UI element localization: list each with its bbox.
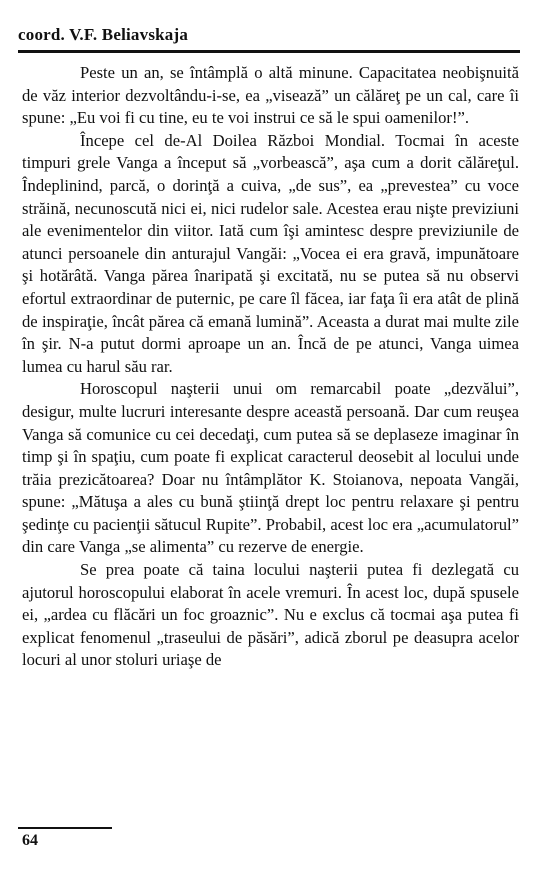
page-number: 64: [22, 832, 38, 849]
paragraph-2: Începe cel de-Al Doilea Război Mondial. Tocmai în aceste timpuri grele Vanga a început să „vorbească”, aşa cum a dorit călăreţul. Îndeplinind, parcă, o dorinţă a cuiva, „de sus”, ea „prevestea” cu voce străină, necunoscută nici ei, nici rudelor sale. Acestea erau nişte previziuni ale evenimentelor din viitor. Iată cum îşi amintesc despre previziunile de atunci persoanele din anturajul Vangăi: „Vocea ei era gravă, impunătoare şi hotărâtă. Vanga părea înaripată şi excitată, nu se putea să nu observi efortul extraordinar de puternic, pe care îl făcea, iar faţa îi era atât de plină de inspiraţie, încât părea că emană lumină”. Aceasta a durat mai multe zile în şir. N-a putut dormi aproape un an. Încă de pe atunci, Vanga uimea lumea cu harul său rar.: [22, 130, 519, 376]
footer-rule: [18, 827, 112, 829]
paragraph-4: Se prea poate că taina locului naşterii putea fi dezlegată cu ajutorul horoscopului elaborat în acele vremuri. În acest loc, după spusele ei, „ardea cu flăcări un foc groaznic”. Nu e exclus că tocmai aşa putea fi explicat fenomenul „traseului de păsări”, adică zborul pe deasupra acelor locuri al unor stoluri uriaşe de: [22, 560, 519, 670]
paragraph-1: Peste un an, se întâmplă o altă minune. Capacitatea neobişnuită de văz interior dezvoltându-i-se, ea „visează” un călăreţ pe un cal, care îi spune: „Eu voi fi cu tine, eu te voi instrui ce să le spui oamenilor!”.: [22, 63, 519, 128]
running-header: coord. V.F. Beliavskaja: [18, 25, 189, 44]
header-rule: [18, 50, 520, 53]
body-text: [22, 62, 519, 672]
paragraph-3: Horoscopul naşterii unui om remarcabil poate „dezvălui”, desigur, multe lucruri interesante despre această persoană. Dar cum reuşea Vanga să comunice cu cei decedaţi, cum putea să se deplaseze imaginar în timp şi în spaţiu, cum poate fi explicat caracterul deosebit al locului unde trăia prezicătoarea? Doar nu întâmplător K. Stoianova, nepoata Vangăi, spune: „Mătuşa a ales cu bună ştiinţă drept loc pentru relaxare şi pentru şedinţe cu pacienţii sătucul Rupite”. Probabil, acest loc era „acumulatorul” din care Vanga „se alimenta” cu rezerve de energie.: [22, 379, 519, 557]
